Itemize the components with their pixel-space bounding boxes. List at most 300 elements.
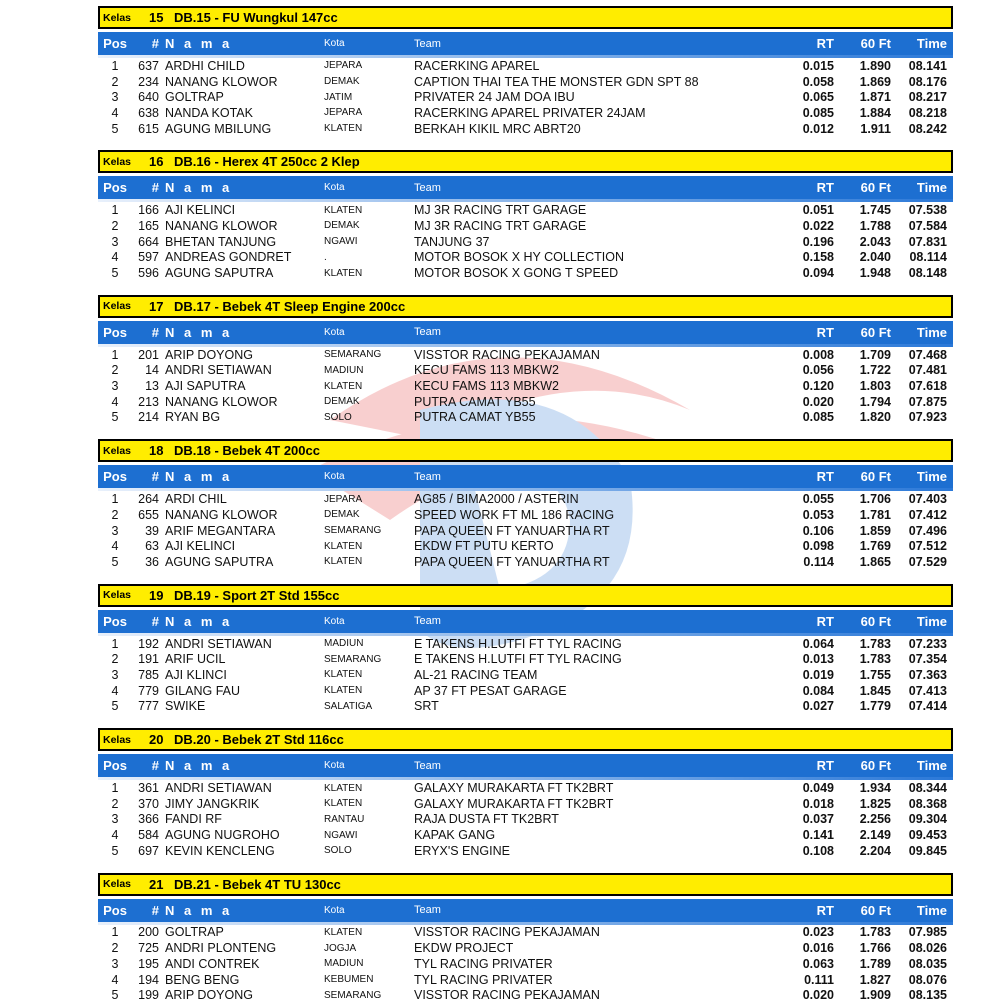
column-header-ft: 60 Ft [860, 36, 891, 51]
class-section [98, 584, 953, 714]
cell-ft: 1.820 [859, 410, 891, 425]
cell-pos: 2 [111, 796, 119, 811]
cell-rt: 0.018 [802, 796, 834, 811]
cell-nama: FANDI RF [165, 812, 222, 827]
column-header-time: Time [916, 758, 947, 774]
cell-rt: 0.094 [802, 266, 834, 281]
cell-num: 785 [138, 667, 159, 682]
kelas-label: Kelas [103, 878, 132, 891]
cell-rt: 0.114 [803, 554, 834, 569]
table-row [98, 378, 953, 394]
table-row [98, 74, 953, 90]
cell-pos: 1 [111, 781, 119, 796]
cell-rt: 0.065 [802, 90, 834, 105]
cell-time: 08.076 [908, 972, 947, 987]
table-row [98, 218, 953, 234]
column-header-num: # [151, 613, 159, 629]
cell-pos: 2 [111, 74, 119, 89]
kelas-label: Kelas [103, 444, 132, 457]
cell-num: 39 [145, 523, 159, 538]
cell-kota: MADIUN [324, 364, 364, 376]
kelas-title: DB.16 - Herex 4T 250cc 2 Klep [174, 154, 360, 170]
cell-nama: SWIKE [165, 699, 206, 714]
cell-num: 13 [145, 379, 159, 394]
cell-time: 07.985 [908, 925, 947, 940]
cell-team: SRT [414, 699, 439, 714]
cell-time: 07.496 [908, 523, 947, 538]
cell-team: ERYX'S ENGINE [414, 843, 510, 858]
cell-nama: ARIP DOYONG [165, 347, 253, 362]
kelas-number: 21 [149, 876, 164, 892]
cell-time: 08.217 [908, 90, 947, 105]
cell-rt: 0.020 [802, 988, 834, 1003]
table-row [98, 843, 953, 859]
table-row [98, 812, 953, 828]
cell-num: 166 [138, 203, 159, 218]
cell-pos: 3 [111, 234, 119, 249]
cell-kota: RANTAU [324, 813, 365, 825]
cell-pos: 2 [111, 941, 119, 956]
cell-pos: 4 [111, 683, 119, 698]
cell-num: 165 [138, 218, 159, 233]
table-row [98, 987, 953, 1003]
cell-nama: BHETAN TANJUNG [165, 234, 277, 249]
cell-kota: KLATEN [324, 380, 363, 392]
cell-time: 09.453 [908, 828, 947, 843]
cell-nama: ANDRI SETIAWAN [165, 363, 272, 378]
cell-kota: SEMARANG [324, 349, 382, 361]
cell-ft: 1.709 [859, 347, 891, 362]
cell-kota: KLATEN [324, 204, 363, 216]
cell-ft: 1.789 [859, 956, 891, 971]
cell-team: PUTRA CAMAT YB55 [414, 410, 536, 425]
cell-team: PAPA QUEEN FT YANUARTHA RT [414, 523, 610, 538]
table-row [98, 683, 953, 699]
cell-rt: 0.108 [802, 843, 834, 858]
column-header-rt: RT [816, 324, 834, 340]
table-row [98, 972, 953, 988]
cell-time: 07.414 [908, 699, 947, 714]
column-header-team: Team [414, 470, 441, 483]
cell-ft: 1.825 [859, 796, 891, 811]
cell-pos: 1 [111, 58, 119, 73]
cell-ft: 2.256 [859, 812, 891, 827]
cell-ft: 2.204 [859, 843, 891, 858]
cell-rt: 0.064 [802, 636, 834, 651]
cell-pos: 5 [111, 121, 119, 136]
column-header-rt: RT [816, 36, 834, 51]
cell-time: 07.403 [908, 492, 947, 507]
cell-team: PAPA QUEEN FT YANUARTHA RT [414, 554, 610, 569]
cell-time: 08.026 [908, 941, 947, 956]
table-row [98, 925, 953, 941]
kelas-number: 18 [149, 443, 164, 459]
cell-team: E TAKENS H.LUTFI FT TYL RACING [414, 636, 622, 651]
cell-rt: 0.013 [802, 652, 834, 667]
cell-num: 194 [138, 972, 159, 987]
column-header-pos: Pos [103, 180, 127, 196]
cell-rt: 0.058 [802, 74, 834, 89]
cell-rt: 0.019 [802, 667, 834, 682]
cell-time: 08.035 [908, 956, 947, 971]
table-row [98, 523, 953, 539]
cell-rt: 0.084 [802, 683, 834, 698]
cell-num: 63 [145, 539, 159, 554]
cell-pos: 4 [111, 828, 119, 843]
kelas-number: 19 [149, 587, 164, 603]
cell-num: 195 [138, 956, 159, 971]
cell-ft: 1.884 [859, 105, 891, 120]
cell-nama: AJI KELINCI [165, 539, 236, 554]
cell-nama: ARIP DOYONG [165, 988, 253, 1003]
column-header-nama: N a m a [165, 324, 233, 340]
cell-nama: ARDHI CHILD [165, 58, 245, 73]
cell-pos: 1 [111, 636, 119, 651]
cell-nama: GOLTRAP [165, 925, 224, 940]
column-header-team: Team [414, 904, 441, 917]
kelas-bar [98, 873, 953, 896]
cell-pos: 1 [111, 925, 119, 940]
cell-kota: SALATIGA [324, 700, 373, 712]
cell-kota: SEMARANG [324, 525, 382, 537]
cell-time: 07.468 [908, 347, 947, 362]
cell-ft: 1.803 [859, 379, 891, 394]
table-row [98, 940, 953, 956]
cell-pos: 5 [111, 554, 119, 569]
cell-pos: 5 [111, 266, 119, 281]
cell-rt: 0.015 [802, 58, 834, 73]
cell-team: RACERKING APAREL [414, 58, 540, 73]
cell-nama: ANDRI SETIAWAN [165, 636, 272, 651]
kelas-bar [98, 295, 953, 318]
cell-team: SPEED WORK FT ML 186 RACING [414, 507, 615, 522]
column-header-nama: N a m a [165, 36, 233, 51]
cell-pos: 5 [111, 988, 119, 1003]
cell-ft: 2.043 [859, 234, 891, 249]
cell-rt: 0.012 [802, 121, 834, 136]
cell-ft: 1.948 [859, 266, 891, 281]
table-row [98, 780, 953, 796]
cell-num: 370 [138, 796, 159, 811]
table-row [98, 956, 953, 972]
cell-pos: 3 [111, 667, 119, 682]
cell-nama: GOLTRAP [165, 90, 224, 105]
column-header-team: Team [414, 759, 441, 772]
table-row [98, 796, 953, 812]
cell-kota: MADIUN [324, 638, 364, 650]
cell-time: 08.344 [908, 781, 947, 796]
table-row [98, 250, 953, 266]
cell-pos: 4 [111, 105, 119, 120]
cell-kota: JEPARA [324, 107, 363, 119]
column-header-nama: N a m a [165, 613, 233, 629]
cell-ft: 1.827 [859, 972, 891, 987]
cell-ft: 1.859 [859, 523, 891, 538]
cell-time: 07.584 [908, 218, 947, 233]
cell-rt: 0.106 [802, 523, 834, 538]
column-header-time: Time [916, 902, 947, 918]
column-header-nama: N a m a [165, 758, 233, 774]
column-header-kota: Kota [324, 471, 345, 483]
column-header-time: Time [916, 613, 947, 629]
table-row [98, 347, 953, 363]
column-header-ft: 60 Ft [860, 758, 891, 774]
cell-rt: 0.051 [802, 203, 834, 218]
column-header-kota: Kota [324, 904, 345, 916]
table-row [98, 89, 953, 105]
cell-rt: 0.023 [802, 925, 834, 940]
column-header-time: Time [916, 36, 947, 51]
cell-rt: 0.111 [804, 972, 834, 987]
cell-ft: 2.040 [859, 250, 891, 265]
cell-nama: BENG BENG [165, 972, 240, 987]
cell-time: 08.135 [908, 988, 947, 1003]
kelas-bar [98, 728, 953, 751]
cell-team: BERKAH KIKIL MRC ABRT20 [414, 121, 581, 136]
cell-team: CAPTION THAI TEA THE MONSTER GDN SPT 88 [414, 74, 699, 89]
column-header-pos: Pos [103, 36, 127, 51]
cell-time: 07.363 [908, 667, 947, 682]
cell-time: 07.618 [908, 379, 947, 394]
cell-kota: JEPARA [324, 60, 363, 72]
cell-kota: KLATEN [324, 540, 363, 552]
cell-nama: KEVIN KENCLENG [165, 843, 275, 858]
cell-rt: 0.158 [802, 250, 834, 265]
cell-kota: KLATEN [324, 669, 363, 681]
column-header-kota: Kota [324, 760, 345, 772]
column-header-rt: RT [816, 180, 834, 196]
cell-pos: 3 [111, 812, 119, 827]
cell-time: 09.845 [908, 843, 947, 858]
column-header-pos: Pos [103, 613, 127, 629]
cell-ft: 1.783 [859, 636, 891, 651]
cell-kota: SEMARANG [324, 989, 382, 1001]
cell-num: 264 [138, 492, 159, 507]
cell-num: 725 [138, 941, 159, 956]
kelas-label: Kelas [103, 155, 132, 168]
column-header-rt: RT [816, 469, 834, 485]
column-header-time: Time [916, 469, 947, 485]
cell-ft: 1.794 [859, 394, 891, 409]
cell-ft: 1.788 [859, 218, 891, 233]
column-header-num: # [151, 902, 159, 918]
cell-kota: NGAWI [324, 829, 358, 841]
kelas-number: 20 [149, 732, 164, 748]
cell-pos: 2 [111, 652, 119, 667]
column-header-pos: Pos [103, 758, 127, 774]
cell-time: 08.242 [908, 121, 947, 136]
class-section [98, 873, 953, 1003]
cell-num: 597 [138, 250, 159, 265]
cell-team: AG85 / BIMA2000 / ASTERIN [414, 492, 579, 507]
cell-nama: AJI KELINCI [165, 203, 236, 218]
cell-nama: AGUNG SAPUTRA [165, 266, 274, 281]
cell-team: EKDW FT PUTU KERTO [414, 539, 554, 554]
cell-ft: 1.911 [860, 121, 891, 136]
cell-time: 07.354 [908, 652, 947, 667]
cell-nama: NANANG KLOWOR [165, 218, 278, 233]
table-row [98, 363, 953, 379]
table-header [98, 176, 953, 199]
cell-team: KAPAK GANG [414, 828, 496, 843]
cell-time: 07.481 [908, 363, 947, 378]
column-header-time: Time [916, 180, 947, 196]
kelas-bar [98, 439, 953, 462]
cell-pos: 2 [111, 218, 119, 233]
cell-nama: ARDI CHIL [165, 492, 227, 507]
table-row [98, 667, 953, 683]
kelas-bar [98, 150, 953, 173]
class-section [98, 6, 953, 136]
cell-kota: KLATEN [324, 123, 363, 135]
cell-team: MJ 3R RACING TRT GARAGE [414, 218, 587, 233]
cell-num: 361 [138, 781, 159, 796]
cell-team: MJ 3R RACING TRT GARAGE [414, 203, 587, 218]
table-row [98, 394, 953, 410]
cell-num: 201 [138, 347, 159, 362]
cell-rt: 0.098 [802, 539, 834, 554]
cell-kota: SOLO [324, 411, 352, 423]
cell-rt: 0.063 [802, 956, 834, 971]
cell-num: 213 [138, 394, 159, 409]
cell-nama: ANDREAS GONDRET [165, 250, 292, 265]
cell-kota: SOLO [324, 845, 352, 857]
table-row [98, 234, 953, 250]
cell-kota: KLATEN [324, 685, 363, 697]
cell-rt: 0.027 [802, 699, 834, 714]
kelas-title: DB.18 - Bebek 4T 200cc [174, 443, 320, 459]
cell-team: MOTOR BOSOK X HY COLLECTION [414, 250, 624, 265]
cell-nama: AGUNG SAPUTRA [165, 554, 274, 569]
cell-rt: 0.016 [802, 941, 834, 956]
table-header [98, 899, 953, 922]
cell-team: VISSTOR RACING PEKAJAMAN [414, 347, 600, 362]
cell-team: AL-21 RACING TEAM [414, 667, 538, 682]
cell-num: 200 [138, 925, 159, 940]
kelas-number: 17 [149, 298, 164, 314]
cell-time: 07.412 [908, 507, 947, 522]
cell-pos: 2 [111, 363, 119, 378]
cell-team: RACERKING APAREL PRIVATER 24JAM [414, 105, 646, 120]
cell-pos: 3 [111, 956, 119, 971]
cell-ft: 1.781 [859, 507, 891, 522]
cell-team: AP 37 FT PESAT GARAGE [414, 683, 567, 698]
cell-ft: 1.909 [859, 988, 891, 1003]
cell-pos: 4 [111, 394, 119, 409]
column-header-pos: Pos [103, 324, 127, 340]
kelas-title: DB.21 - Bebek 4T TU 130cc [174, 876, 341, 892]
cell-team: VISSTOR RACING PEKAJAMAN [414, 925, 600, 940]
column-header-ft: 60 Ft [860, 613, 891, 629]
cell-rt: 0.141 [802, 828, 834, 843]
cell-nama: NANANG KLOWOR [165, 74, 278, 89]
table-row [98, 58, 953, 74]
column-header-rt: RT [816, 902, 834, 918]
cell-nama: ANDRI SETIAWAN [165, 781, 272, 796]
cell-ft: 1.869 [859, 74, 891, 89]
cell-nama: AJI SAPUTRA [165, 379, 246, 394]
table-header [98, 754, 953, 777]
cell-nama: NANDA KOTAK [165, 105, 253, 120]
cell-pos: 4 [111, 972, 119, 987]
cell-ft: 2.149 [859, 828, 891, 843]
table-row [98, 265, 953, 281]
kelas-number: 16 [149, 154, 164, 170]
column-header-pos: Pos [103, 902, 127, 918]
cell-pos: 1 [111, 492, 119, 507]
cell-time: 08.114 [909, 250, 947, 265]
cell-nama: ANDI CONTREK [165, 956, 260, 971]
cell-kota: MADIUN [324, 958, 364, 970]
cell-ft: 1.871 [859, 90, 891, 105]
cell-nama: ANDRI PLONTENG [165, 941, 277, 956]
cell-team: KECU FAMS 113 MBKW2 [414, 379, 559, 394]
cell-nama: AJI KLINCI [165, 667, 227, 682]
cell-ft: 1.783 [859, 652, 891, 667]
kelas-label: Kelas [103, 733, 132, 746]
kelas-label: Kelas [103, 11, 132, 24]
cell-team: PRIVATER 24 JAM DOA IBU [414, 90, 575, 105]
cell-nama: AGUNG MBILUNG [165, 121, 272, 136]
kelas-label: Kelas [103, 589, 132, 602]
cell-pos: 1 [111, 203, 119, 218]
cell-num: 14 [145, 363, 159, 378]
class-section [98, 728, 953, 858]
cell-nama: NANANG KLOWOR [165, 507, 278, 522]
cell-nama: RYAN BG [165, 410, 221, 425]
cell-kota: KLATEN [324, 556, 363, 568]
column-header-nama: N a m a [165, 469, 233, 485]
cell-team: RAJA DUSTA FT TK2BRT [414, 812, 559, 827]
cell-time: 07.233 [908, 636, 947, 651]
cell-team: MOTOR BOSOK X GONG T SPEED [414, 266, 619, 281]
cell-team: KECU FAMS 113 MBKW2 [414, 363, 559, 378]
cell-num: 584 [138, 828, 159, 843]
column-header-num: # [151, 180, 159, 196]
class-section [98, 295, 953, 425]
table-row [98, 554, 953, 570]
cell-kota: SEMARANG [324, 653, 382, 665]
cell-team: EKDW PROJECT [414, 941, 514, 956]
column-header-ft: 60 Ft [860, 469, 891, 485]
cell-ft: 1.890 [859, 58, 891, 73]
cell-kota: DEMAK [324, 396, 360, 408]
cell-rt: 0.022 [802, 218, 834, 233]
cell-kota: DEMAK [324, 509, 360, 521]
cell-nama: ARIF MEGANTARA [165, 523, 276, 538]
cell-nama: AGUNG NUGROHO [165, 828, 280, 843]
cell-rt: 0.020 [802, 394, 834, 409]
table-row [98, 121, 953, 137]
cell-pos: 2 [111, 507, 119, 522]
cell-rt: 0.037 [802, 812, 834, 827]
table-header [98, 32, 953, 55]
cell-num: 638 [138, 105, 159, 120]
cell-time: 08.148 [908, 266, 947, 281]
cell-num: 192 [138, 636, 159, 651]
column-header-team: Team [414, 181, 441, 194]
cell-nama: ARIF UCIL [165, 652, 226, 667]
cell-num: 234 [138, 74, 159, 89]
cell-kota: KLATEN [324, 267, 363, 279]
cell-kota: KLATEN [324, 782, 363, 794]
cell-kota: KLATEN [324, 798, 363, 810]
column-header-num: # [151, 758, 159, 774]
cell-kota: KEBUMEN [324, 974, 374, 986]
cell-kota: . [324, 251, 327, 263]
column-header-pos: Pos [103, 469, 127, 485]
column-header-ft: 60 Ft [860, 180, 891, 196]
